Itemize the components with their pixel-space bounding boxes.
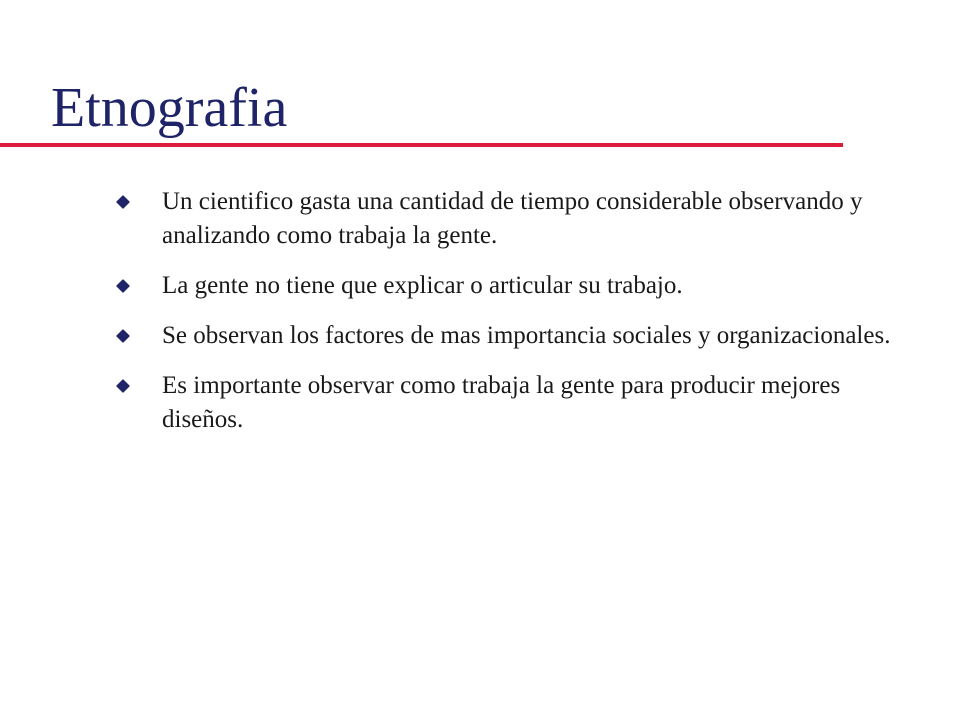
diamond-bullet-icon [116,279,130,293]
list-item [117,369,897,437]
diamond-bullet-icon [116,195,130,209]
list-item [117,319,897,353]
bullet-text: Es importante observar como trabaja la gente para producir mejores diseños. [162,372,841,433]
list-item [117,269,897,303]
slide-title: Etnografia [51,77,288,139]
list-item [117,185,897,253]
bullet-text: Se observan los factores de mas importancia sociales y organizacionales. [162,322,891,349]
bullet-text: Un cientifico gasta una cantidad de tiempo considerable observando y analizando como trabaja la gente. [162,188,863,249]
diamond-bullet-icon [116,379,130,393]
bullet-text: La gente no tiene que explicar o articular su trabajo. [162,272,683,299]
title-underline [0,143,843,147]
diamond-bullet-icon [116,329,130,343]
bullet-list [117,185,897,453]
